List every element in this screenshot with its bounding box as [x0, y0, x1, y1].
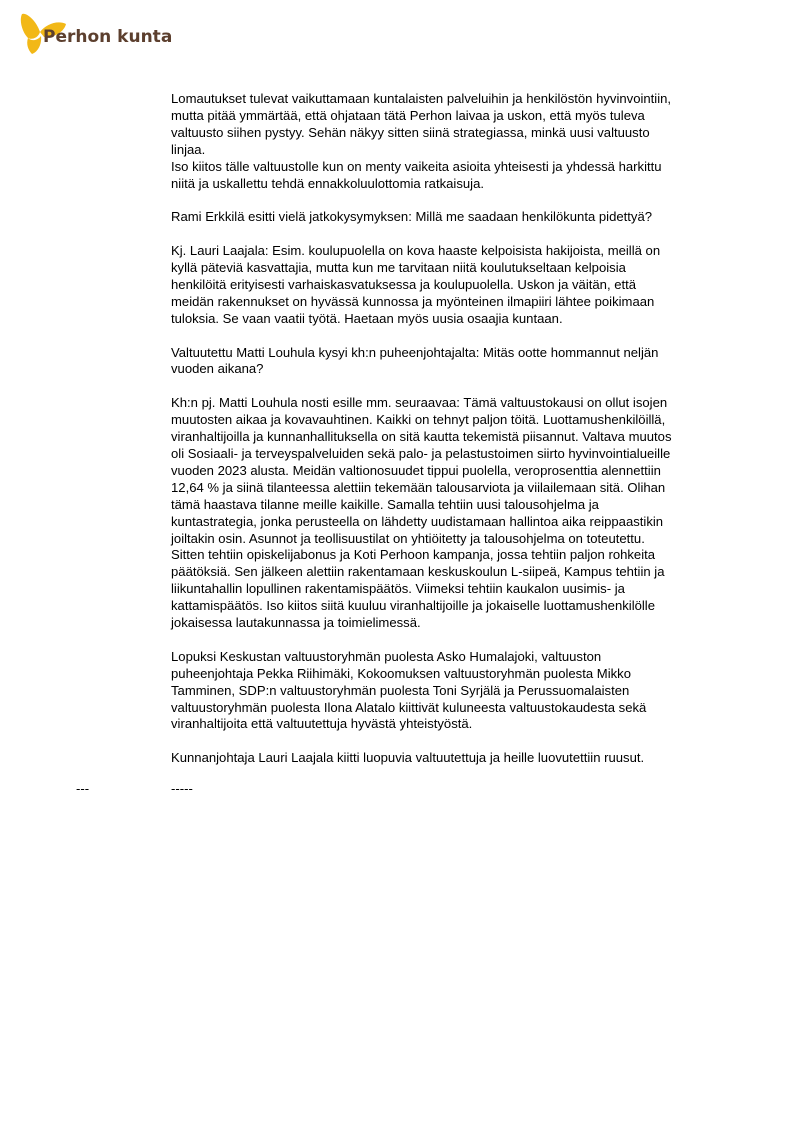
- text-line: kyllä päteviä kasvattajia, mutta kun me tarvitaan niitä koulutukseltaan kelpoisia: [171, 260, 626, 276]
- paragraph-6: [171, 649, 737, 734]
- text-line: linjaa.: [171, 141, 206, 157]
- text-line: meidän rakennukset on hyvässä kunnossa ja myönteinen ilmapiiri lähtee poikimaan: [171, 293, 655, 309]
- paragraph-5: [171, 395, 737, 632]
- text-line: oli Sosiaali- ja terveyspalveluiden sekä palo- ja pelastustoimen siirto hyvinvointialueille: [171, 445, 671, 461]
- paragraph-7: [171, 750, 737, 767]
- text-line: valtuusto siihen pystyy. Sehän näkyy sitten siinä strategiassa, minkä uusi valtuusto: [171, 124, 650, 140]
- text-line: Lopuksi Keskustan valtuustoryhmän puolesta Asko Humalajoki, valtuuston: [171, 648, 602, 664]
- text-line: henkilöitä erityisesti varhaiskasvatuksessa ja koulupuolella. Uskon ja väitän, että: [171, 276, 637, 292]
- text-line: muutosten aikaa ja kovavauhtinen. Kaikki on tehnyt paljon töitä. Luottamushenkilöillä,: [171, 412, 666, 428]
- text-line: 12,64 % ja siinä tilanteessa alettiin tekemään talousarviota ja viilailemaan sitä. Olihan: [171, 479, 666, 495]
- text-line: Valtuutettu Matti Louhula kysyi kh:n puheenjohtajalta: Mitäs ootte hommannut neljän: [171, 344, 659, 360]
- text-line: joiltakin osin. Asunnot ja teollisuustilat on yhtiöitetty ja talousohjelma on toteutettu.: [171, 530, 645, 546]
- text-line: Sitten tehtiin opiskelijabonus ja Koti Perhoon kampanja, jossa tehtiin paljon rohkeita: [171, 547, 656, 563]
- paragraph-4: [171, 345, 737, 379]
- logo-text: Perhon kunta: [43, 27, 173, 47]
- paragraph-3: [171, 243, 737, 328]
- section-end-mark-right: -----: [171, 781, 193, 796]
- text-line: tämä haastava tilanne meille kaikille. Samalla tehtiin uusi talousohjelma ja: [171, 496, 599, 512]
- text-line: Iso kiitos tälle valtuustolle kun on menty vaikeita asioita yhteisesti ja yhdessä harkittu: [171, 158, 662, 174]
- text-line: jokaisessa lautakunnassa ja toimielimessä.: [171, 615, 421, 631]
- text-line: Lomautukset tulevat vaikuttamaan kuntalaisten palveluihin ja henkilöstön hyvinvointiin,: [171, 91, 672, 106]
- text-line: päätöksiä. Sen jälkeen alettiin rakentamaan keskuskoulun L-siipeä, Kampus tehtiin ja: [171, 564, 665, 580]
- text-line: tuloksia. Se vaan vaatii työtä. Haetaan myös uusia osaajia kuntaan.: [171, 310, 563, 326]
- paragraph-1: [171, 91, 737, 192]
- section-end-mark-left: ---: [76, 781, 90, 796]
- text-line: Kh:n pj. Matti Louhula nosti esille mm. seuraavaa: Tämä valtuustokausi on ollut isojen: [171, 395, 668, 411]
- text-line: puheenjohtaja Pekka Riihimäki, Kokoomuksen valtuustoryhmän puolesta Mikko: [171, 665, 631, 681]
- text-line: viranhaltijoilla ja kunnanhallituksella on sitä kautta tekemistä piisannut. Valtava muutos: [171, 429, 672, 445]
- text-line: vuoden aikana?: [171, 361, 264, 377]
- text-line: Rami Erkkilä esitti vielä jatkokysymyksen: Millä me saadaan henkilökunta pidettyä?: [171, 209, 653, 225]
- document-body: [171, 91, 737, 784]
- text-line: viranhaltijoita että valtuutettuja hyvästä yhteistyöstä.: [171, 716, 473, 732]
- text-line: kattamispäätös. Iso kiitos siitä kuuluu viranhaltijoille ja jokaiselle luottamushenkilölle: [171, 598, 655, 614]
- text-line: vuoden 2023 alusta. Meidän valtionosuudet tippui puolella, veroprosenttia alennettiin: [171, 462, 661, 478]
- text-line: mutta pitää ymmärtää, että ohjataan tätä Perhon laivaa ja uskon, että myös tuleva: [171, 107, 645, 123]
- text-line: Kunnanjohtaja Lauri Laajala kiitti luopuvia valtuutettuja ja heille luovutettiin ruusut.: [171, 750, 645, 766]
- paragraph-2: [171, 209, 737, 226]
- text-line: liikuntahallin lopullinen rakentamispäätös. Viimeksi tehtiin kaukalon uusimis- ja: [171, 581, 625, 597]
- text-line: niitä ja uskallettu tehdä ennakkoluulottomia ratkaisuja.: [171, 175, 484, 191]
- text-line: Tamminen, SDP:n valtuustoryhmän puolesta Toni Syrjälä ja Perussuomalaisten: [171, 682, 630, 698]
- text-line: kuntastrategia, jonka perusteella on lähdetty uudistamaan hallintoa aika reippaastikin: [171, 513, 664, 529]
- text-line: Kj. Lauri Laajala: Esim. koulupuolella on kova haaste kelpoisista hakijoista, meillä on: [171, 243, 661, 259]
- text-line: valtuustoryhmän puolesta Ilona Alatalo kiittivät kuluneesta valtuustokaudesta sekä: [171, 699, 647, 715]
